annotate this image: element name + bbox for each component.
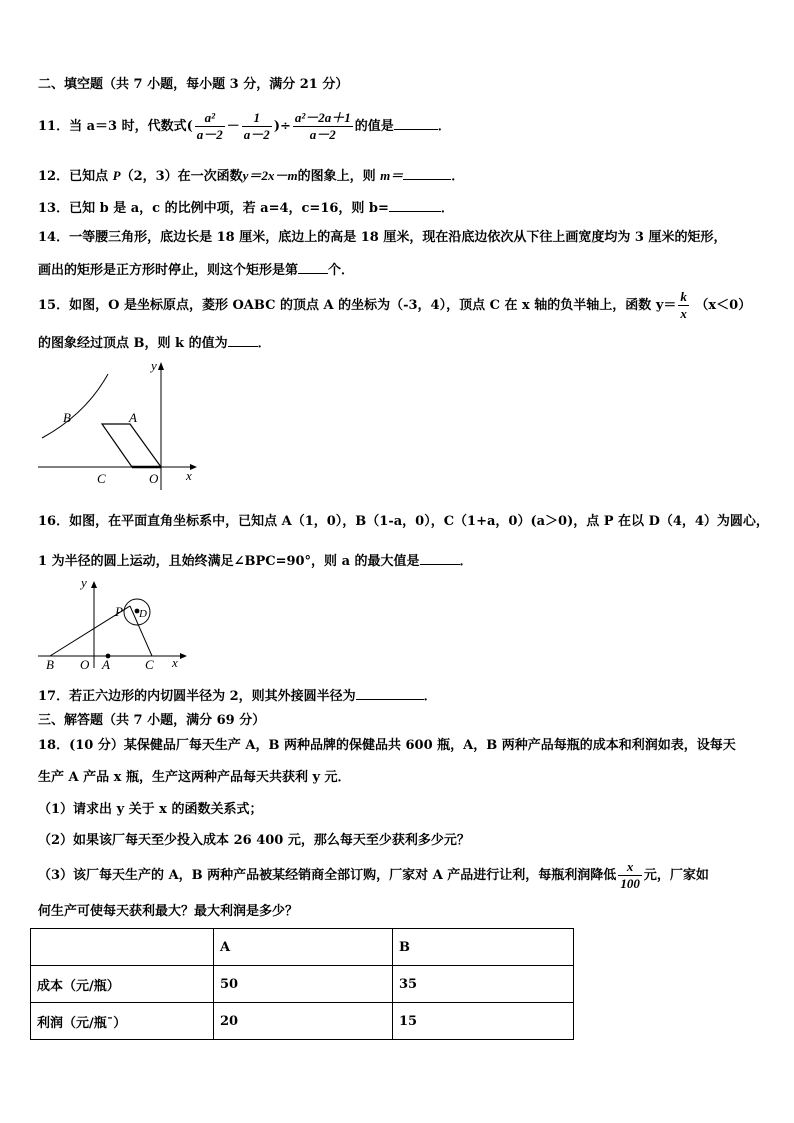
table-cell: 利润（元/瓶ˉ） (31, 1003, 214, 1040)
q11-text: 11．当 a＝3 时，代数式( (38, 119, 193, 134)
question-18-part-2: （2）如果该厂每天至少投入成本 26 400 元，那么每天至少获利多少元？ (38, 833, 470, 848)
label-x: x (172, 655, 178, 670)
table-cell (31, 929, 214, 966)
figure-rhombus-hyperbola (34, 356, 204, 496)
label-b: B (46, 657, 54, 672)
answer-blank[interactable] (356, 686, 424, 700)
label-y: y (81, 575, 87, 590)
answer-blank[interactable] (420, 551, 460, 565)
question-17: 17．若正六边形的内切圆半径为 2，则其外接圆半径为 ． (38, 686, 437, 706)
x-axis-arrow (180, 653, 187, 659)
question-18-part-3-cont: 何生产可使每天获利最大？最大利润是多少？ (38, 904, 299, 919)
y-axis-arrow (91, 581, 97, 588)
answer-blank[interactable] (389, 198, 441, 212)
table-cell: 50 (214, 966, 393, 1003)
q15-fraction-k-over-x: $\frac{k}{x}$ (680, 289, 687, 321)
answer-blank[interactable] (298, 260, 328, 274)
label-c: C (145, 657, 154, 672)
label-a: A (129, 410, 137, 425)
label-x: x (186, 468, 192, 483)
label-p: P (115, 604, 123, 619)
question-14-line-1: 14．一等腰三角形，底边长是 18 厘米，底边上的高是 18 厘米，现在沿底边依次从下往上画宽度均为 3 厘米的矩形， (38, 230, 727, 245)
table-cell: 15 (393, 1003, 574, 1040)
table-cell: 35 (393, 966, 574, 1003)
section-heading-solutions: 三、解答题（共 7 小题，满分 69 分） (38, 713, 266, 728)
table-cell: B (393, 929, 574, 966)
table-row (31, 1003, 574, 1040)
table-cell: 成本（元/瓶） (31, 966, 214, 1003)
question-18-line-1: 18．(10 分）某保健品厂每天生产 A，B 两种品牌的保健品共 600 瓶，A，B 两种产品每瓶的成本和利润如表，设每天 (38, 738, 736, 753)
q18-fraction-x-over-100: $\frac{x}{100}$ (620, 859, 640, 891)
answer-blank[interactable] (228, 333, 258, 347)
table-header-row (31, 929, 574, 966)
question-15-line-1: 15．如图，O 是坐标原点，菱形 OABC 的顶点 A 的坐标为（-3，4），顶点 C 在 x 轴的负半轴上，函数 y＝ $\frac{k}{x}$ （x＜0） (38, 289, 752, 321)
q11-fraction-2: $\frac{1}{a-2}$ (243, 110, 270, 142)
label-d: D (139, 608, 147, 620)
label-y: y (151, 358, 157, 373)
question-14-line-2: 画出的矩形是正方形时停止，则这个矩形是第 个． (38, 260, 354, 280)
question-18-part-1: （1）请求出 y 关于 x 的函数关系式； (38, 802, 263, 817)
question-18-part-3: （3）该厂每天生产的 A，B 两种产品被某经销商全部订购，厂家对 A 产品进行让利，每瓶利润降低 $\frac{x}{100}$ 元，厂家如 (38, 859, 709, 891)
label-b: B (63, 410, 71, 425)
question-16-line-1: 16．如图，在平面直角坐标系中，已知点 A（1，0），B（1-a，0），C（1+a，0）(a＞0)，点 P 在以 D（4，4）为圆心， (38, 514, 769, 529)
table-row (31, 966, 574, 1003)
section-heading-fill-in: 二、填空题（共 7 小题，每小题 3 分，满分 21 分） (38, 77, 349, 92)
question-18-line-2: 生产 A 产品 x 瓶，生产这两种产品每天共获利 y 元． (38, 770, 351, 785)
answer-blank[interactable] (403, 166, 451, 180)
figure-circle-right-angle (34, 574, 194, 674)
rhombus-oabc (102, 424, 161, 467)
label-c: C (97, 471, 106, 486)
y-axis-arrow (158, 362, 164, 370)
question-13: 13．已知 b 是 a，c 的比例中项，若 a=4，c=16，则 b= ． (38, 198, 454, 218)
question-11: 11．当 a＝3 时，代数式( $\frac{\text{a²}}{a-2}$ － $\frac{1}{a-2}$ )÷ $\frac{\text{a²－2a＋1}}{a-2}$ 的值是 ． (38, 110, 451, 142)
q11-fraction-3: $\frac{\text{a²－2a＋1}}{a-2}$ (294, 110, 351, 142)
cost-profit-table (30, 928, 574, 1040)
label-o: O (80, 657, 90, 672)
q11-fraction-1: $\frac{\text{a²}}{a-2}$ (196, 110, 223, 142)
question-16-line-2: 1 为半径的圆上运动，且始终满足∠BPC=90°，则 a 的最大值是 ． (38, 551, 473, 571)
label-o: O (149, 471, 159, 486)
hyperbola-curve (42, 374, 108, 438)
answer-blank[interactable] (394, 116, 438, 130)
label-a: A (102, 657, 110, 672)
table-cell: 20 (214, 1003, 393, 1040)
question-15-line-2: 的图象经过顶点 B，则 k 的值为 ． (38, 333, 271, 353)
table-cell: A (214, 929, 393, 966)
question-12: 12．已知点 P（2，3）在一次函数y＝2x－m的图象上，则 m＝ ． (38, 168, 465, 184)
